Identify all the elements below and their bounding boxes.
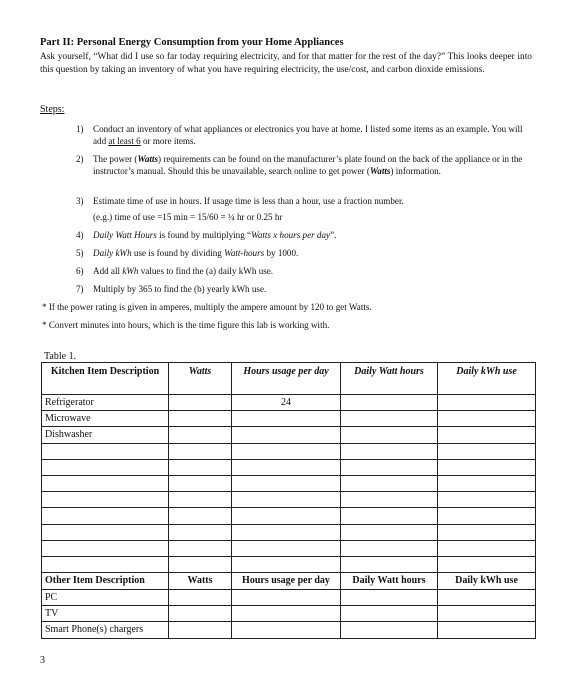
kitchen-row [42,395,536,411]
kitchen-cell[interactable] [341,540,438,556]
kitchen-cell[interactable] [232,443,341,459]
kitchen-cell[interactable] [232,475,341,491]
kitchen-header-row [42,363,536,395]
kitchen-row [42,443,536,459]
kitchen-rows [42,395,536,573]
kitchen-cell[interactable] [341,459,438,475]
header-kitchen-item: Kitchen Item Description [42,363,169,395]
kitchen-cell[interactable] [438,492,536,508]
kitchen-cell[interactable] [42,443,169,459]
other-cell[interactable] [341,606,438,622]
kitchen-cell[interactable] [341,443,438,459]
other-cell[interactable] [169,606,232,622]
kitchen-cell[interactable] [42,556,169,572]
other-row [42,590,536,606]
kitchen-cell[interactable] [341,492,438,508]
other-cell[interactable]: PC [42,590,169,606]
kitchen-cell[interactable] [438,524,536,540]
other-cell[interactable] [232,606,341,622]
kitchen-row [42,508,536,524]
page-number: 3 [40,655,45,666]
kitchen-cell[interactable] [232,540,341,556]
kitchen-cell[interactable] [42,508,169,524]
energy-table [41,362,536,639]
kitchen-cell[interactable] [169,427,232,443]
kitchen-cell[interactable] [42,459,169,475]
kitchen-cell[interactable] [169,508,232,524]
kitchen-cell[interactable] [169,540,232,556]
other-cell[interactable] [438,590,536,606]
kitchen-row [42,492,536,508]
kitchen-cell[interactable] [438,411,536,427]
kitchen-cell[interactable] [232,524,341,540]
part-title: Part II: Personal Energy Consumption from your Home Appliances [40,37,344,48]
kitchen-cell[interactable] [438,508,536,524]
kitchen-cell[interactable] [169,556,232,572]
kitchen-cell[interactable] [438,459,536,475]
other-cell[interactable] [232,622,341,638]
other-cell[interactable] [438,622,536,638]
kitchen-cell[interactable] [232,556,341,572]
table-caption: Table 1. [44,351,77,362]
kitchen-cell[interactable] [341,411,438,427]
kitchen-cell[interactable] [169,492,232,508]
kitchen-cell[interactable] [438,443,536,459]
kitchen-cell[interactable] [42,492,169,508]
kitchen-cell[interactable] [341,475,438,491]
other-cell[interactable] [232,590,341,606]
kitchen-cell[interactable] [341,524,438,540]
kitchen-cell[interactable]: Refrigerator [42,395,169,411]
other-cell[interactable] [341,590,438,606]
note-minutes: * Convert minutes into hours, which is the time figure this lab is working with. [42,320,330,330]
kitchen-cell[interactable] [438,540,536,556]
header-other-daily-kwh: Daily kWh use [438,573,536,590]
kitchen-cell[interactable] [341,427,438,443]
header-other-hours: Hours usage per day [232,573,341,590]
note-amperes: * If the power rating is given in amperes, multiply the ampere amount by 120 to get Watts. [42,302,372,312]
worksheet-page: Part II: Personal Energy Consumption from your Home Appliances Ask yourself, “What did I use so far today requiring electricity, and for that matter for the rest of the day?” This looks deeper into this question by taking an inventory of what you have requiring electricity, the use/cost, and carbon dioxide emissions. Steps: 1) Conduct an inventory of what appliances or electronics you have at home. I listed some items as an example. You will add at least 6 or more items. 2) The power (Watts) requirements can be found on the manufacturer’s plate found on the back of the appliance or in the instructor’s manual. Should this be unavailable, search online to get power (Watts) information. 3) Estimate time of use in hours. If usage time is less than a hour, use a fraction number. (e.g.) time of use =15 min = 15/60 = ¼ hr or 0.25 hr 4) Daily Watt Hours is found by multiplying “Watts x hours per day”. 5) Daily kWh use is found by dividing Watt-hours by 1000. 6) Add all kWh values to find the (a) daily kWh use. 7) Multiply by 365 to find the (b) yearly kWh use. * If the power rating is given in amperes, multiply the ampere amount by 120 to get Watts. * Convert minutes into hours, which is the time figure this lab is working with. Table 1. Kitchen Item Description Watts Hours usage per day Daily Watt hours Daily kWh use Refrigerator 24 Microwave Dishwasher Other Item Description Watts Hours usage per day Daily Watt hours Daily kWh use PC TV Smart Phone(s) chargers 3 [0,0,572,700]
kitchen-cell[interactable] [232,492,341,508]
kitchen-cell[interactable] [169,395,232,411]
other-row [42,606,536,622]
kitchen-cell[interactable] [169,411,232,427]
steps-heading: Steps: [40,104,65,115]
kitchen-cell[interactable] [42,540,169,556]
kitchen-cell[interactable] [232,459,341,475]
header-daily-watt-hours: Daily Watt hours [341,363,438,395]
kitchen-row [42,556,536,572]
header-watts: Watts [169,363,232,395]
kitchen-cell[interactable] [341,556,438,572]
other-cell[interactable]: Smart Phone(s) chargers [42,622,169,638]
other-cell[interactable] [438,606,536,622]
other-rows [42,590,536,639]
kitchen-cell[interactable] [169,459,232,475]
kitchen-cell[interactable] [169,475,232,491]
other-cell[interactable] [169,590,232,606]
kitchen-cell[interactable] [169,524,232,540]
kitchen-cell[interactable] [341,395,438,411]
header-daily-kwh: Daily kWh use [438,363,536,395]
header-hours: Hours usage per day [232,363,341,395]
kitchen-cell[interactable] [169,443,232,459]
kitchen-row [42,475,536,491]
intro-paragraph: Ask yourself, “What did I use so far today requiring electricity, and for that matter for the rest of the day?” This looks deeper into this question by taking an inventory of what you have requiring electricity, the use/cost, and carbon dioxide emissions. [40,52,532,75]
kitchen-cell[interactable] [232,411,341,427]
other-cell[interactable]: TV [42,606,169,622]
kitchen-cell[interactable] [42,524,169,540]
kitchen-cell[interactable] [438,475,536,491]
kitchen-cell[interactable] [232,427,341,443]
kitchen-cell[interactable] [42,475,169,491]
kitchen-cell[interactable]: 24 [232,395,341,411]
header-other-item: Other Item Description [42,573,169,590]
header-other-daily-watt-hours: Daily Watt hours [341,573,438,590]
kitchen-row [42,524,536,540]
other-cell[interactable] [341,622,438,638]
other-cell[interactable] [169,622,232,638]
header-other-watts: Watts [169,573,232,590]
kitchen-cell[interactable] [438,556,536,572]
other-header-row [42,573,536,590]
other-row [42,622,536,638]
kitchen-row [42,540,536,556]
kitchen-cell[interactable] [341,508,438,524]
kitchen-cell[interactable] [232,508,341,524]
kitchen-cell[interactable]: Microwave [42,411,169,427]
kitchen-cell[interactable] [438,395,536,411]
kitchen-row [42,427,536,443]
kitchen-row [42,459,536,475]
kitchen-row [42,411,536,427]
kitchen-cell[interactable] [438,427,536,443]
kitchen-cell[interactable]: Dishwasher [42,427,169,443]
